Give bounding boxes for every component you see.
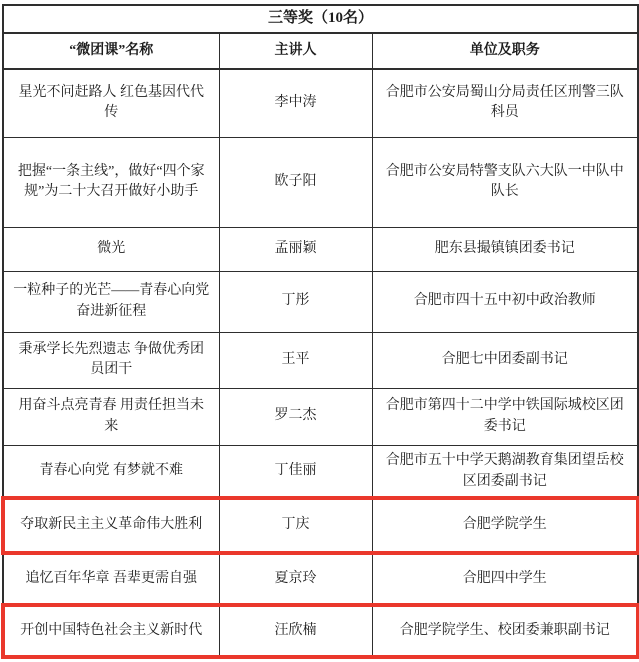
- course-name-cell: 星光不问赶路人 红色基因代代传: [3, 69, 219, 137]
- table-row: [3, 388, 638, 445]
- course-name-cell: 一粒种子的光芒——青春心向党 奋进新征程: [3, 271, 219, 332]
- table-title: 三等奖（10名）: [3, 5, 638, 33]
- course-name-cell: 开创中国特色社会主义新时代: [3, 605, 219, 657]
- unit-cell: 合肥市第四十二中学中铁国际城校区团委书记: [372, 388, 638, 445]
- unit-cell: 合肥市公安局特警支队六大队一中队中队长: [372, 137, 638, 227]
- unit-cell: 肥东县撮镇镇团委书记: [372, 227, 638, 271]
- unit-cell: 合肥四中学生: [372, 553, 638, 605]
- speaker-cell: 王平: [219, 332, 372, 388]
- course-name-cell: 用奋斗点亮青春 用责任担当未来: [3, 388, 219, 445]
- speaker-cell: 丁彤: [219, 271, 372, 332]
- unit-cell: 合肥市公安局蜀山分局责任区刑警三队科员: [372, 69, 638, 137]
- speaker-cell: 欧子阳: [219, 137, 372, 227]
- table-row: [3, 227, 638, 271]
- column-header-speaker: 主讲人: [219, 33, 372, 69]
- course-name-cell: 微光: [3, 227, 219, 271]
- table-row: [3, 445, 638, 498]
- third-prize-table: [2, 4, 639, 658]
- course-name-cell: 青春心向党 有梦就不难: [3, 445, 219, 498]
- speaker-cell: 罗二杰: [219, 388, 372, 445]
- table-title-row: [3, 5, 638, 33]
- table-header-row: [3, 33, 638, 69]
- course-name-cell: 夺取新民主主义革命伟大胜利: [3, 498, 219, 553]
- speaker-cell: 李中涛: [219, 69, 372, 137]
- unit-cell: 合肥市四十五中初中政治教师: [372, 271, 638, 332]
- column-header-course-name: “微团课”名称: [3, 33, 219, 69]
- speaker-cell: 丁佳丽: [219, 445, 372, 498]
- table-row-highlighted: [3, 498, 638, 553]
- unit-cell: 合肥市五十中学天鹅湖教育集团望岳校区团委副书记: [372, 445, 638, 498]
- unit-cell: 合肥学院学生: [372, 498, 638, 553]
- course-name-cell: 秉承学长先烈遗志 争做优秀团员团干: [3, 332, 219, 388]
- column-header-unit: 单位及职务: [372, 33, 638, 69]
- table-row: [3, 271, 638, 332]
- course-name-cell: 追忆百年华章 吾辈更需自强: [3, 553, 219, 605]
- unit-cell: 合肥学院学生、校团委兼职副书记: [372, 605, 638, 657]
- table-body: [3, 69, 638, 657]
- speaker-cell: 夏京玲: [219, 553, 372, 605]
- speaker-cell: 汪欣楠: [219, 605, 372, 657]
- speaker-cell: 孟丽颖: [219, 227, 372, 271]
- table-row: [3, 69, 638, 137]
- table-row: [3, 137, 638, 227]
- course-name-cell: 把握“一条主线”，做好“四个家规”为二十大召开做好小助手: [3, 137, 219, 227]
- table-row-highlighted: [3, 605, 638, 657]
- table-row: [3, 553, 638, 605]
- speaker-cell: 丁庆: [219, 498, 372, 553]
- unit-cell: 合肥七中团委副书记: [372, 332, 638, 388]
- table-row: [3, 332, 638, 388]
